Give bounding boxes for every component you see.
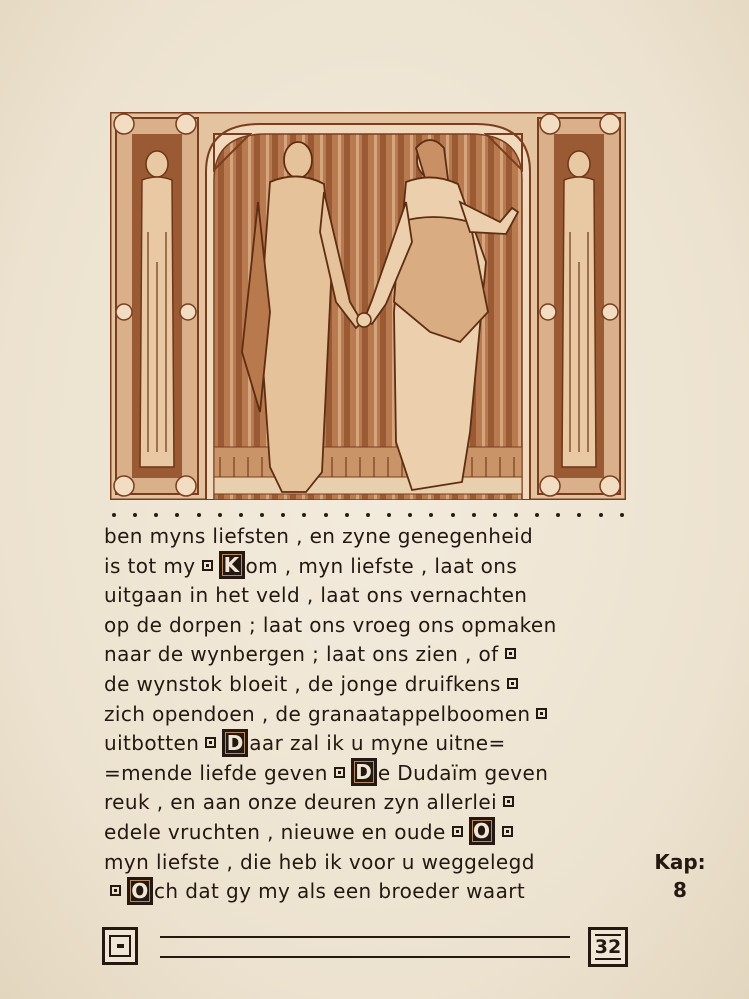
initial-letter: O bbox=[469, 817, 495, 845]
illustration bbox=[110, 112, 626, 500]
square-ornament-icon bbox=[503, 796, 514, 807]
chapter-note bbox=[650, 848, 710, 904]
text-line: myn liefste , die heb ik voor u weggelegd bbox=[104, 849, 535, 874]
chapter-number: 8 bbox=[673, 878, 687, 902]
initial-letter: D bbox=[222, 729, 248, 757]
square-ornament-icon bbox=[334, 767, 345, 778]
text-line: de wynstok bloeit , de jonge druifkens bbox=[104, 670, 634, 700]
footer-rule bbox=[160, 936, 570, 960]
square-ornament-icon bbox=[502, 826, 513, 837]
footer-ornament-icon bbox=[102, 927, 138, 965]
text-line: zich opendoen , de granaatappelboomen bbox=[104, 700, 634, 730]
text-line: reuk , en aan onze deuren zyn allerlei bbox=[104, 788, 634, 818]
chapter-label: Kap: bbox=[654, 850, 706, 874]
page-number: 32 bbox=[594, 936, 622, 958]
initial-letter: K bbox=[219, 551, 245, 579]
text-line: naar de wynbergen ; laat ons zien , of bbox=[104, 640, 634, 670]
text-line: =mende liefde geven D e Dudaïm geven bbox=[104, 760, 549, 785]
square-ornament-icon bbox=[507, 678, 518, 689]
square-ornament-icon bbox=[202, 560, 213, 571]
text-line: uitgaan in het veld , laat ons vernachten bbox=[104, 583, 528, 608]
initial-letter: O bbox=[127, 877, 153, 905]
text-line: uitbotten D aar zal ik u myne uitne= bbox=[104, 730, 506, 756]
body-text bbox=[104, 522, 634, 907]
text-line: op de dorpen ; laat ons vroeg ons opmaken bbox=[104, 612, 557, 637]
square-ornament-icon bbox=[205, 737, 216, 748]
square-ornament-icon bbox=[452, 826, 463, 837]
square-ornament-icon bbox=[536, 708, 547, 719]
square-ornament-icon bbox=[110, 885, 121, 896]
square-ornament-icon bbox=[505, 648, 516, 659]
dotted-separator bbox=[112, 511, 624, 519]
text-line: is tot my K om , myn liefste , laat ons bbox=[104, 553, 518, 578]
illustration-couple-icon bbox=[110, 112, 626, 500]
text-line: edele vruchten , nieuwe en oude O bbox=[104, 818, 634, 848]
text-line: ben myns liefsten , en zyne genegenheid bbox=[104, 524, 534, 548]
text-line: O ch dat gy my als een broeder waart bbox=[104, 877, 634, 907]
initial-letter: D bbox=[351, 758, 377, 786]
page-number-box bbox=[588, 927, 628, 967]
